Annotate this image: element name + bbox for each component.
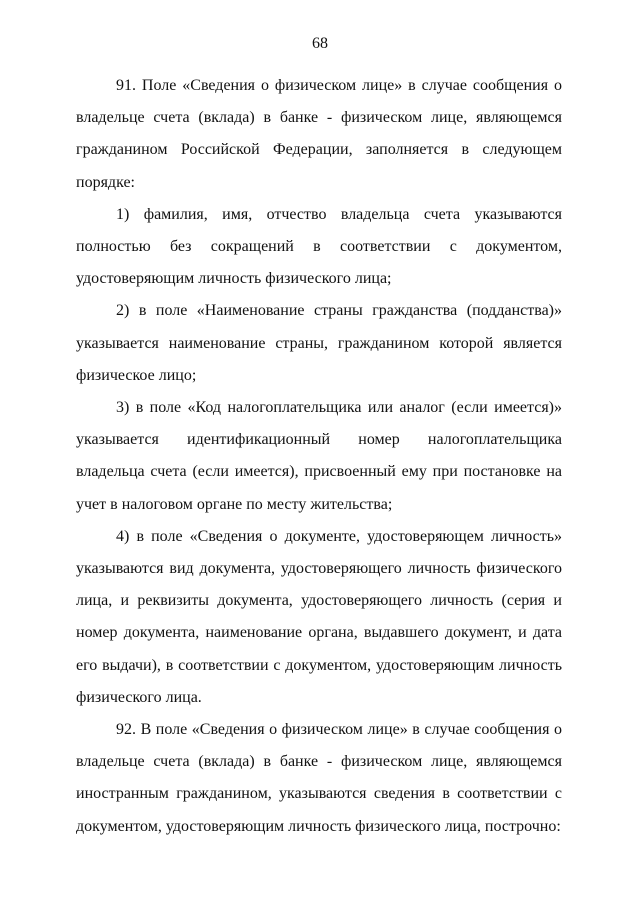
paragraph-item-2: 2) в поле «Наименование страны гражданства (подданства)» указывается наименование страны, гражданином которой является физическое лицо; bbox=[76, 302, 562, 384]
page-number: 68 bbox=[312, 35, 328, 52]
paragraph-92: 92. В поле «Сведения о физическом лице» в случае сообщения о владельце счета (вклада) в банке - физическом лице, являющемся иностранным гражданином, указываются сведения в соответствии с документом, удостоверяющим личность физического лица, построчно: bbox=[76, 721, 562, 835]
paragraph-91: 91. Поле «Сведения о физическом лице» в случае сообщения о владельце счета (вклада) в банке - физическом лице, являющемся гражданином Российской Федерации, заполняется в следующем порядке: bbox=[76, 77, 562, 191]
document-body bbox=[76, 70, 562, 843]
paragraph-item-4: 4) в поле «Сведения о документе, удостоверяющем личность» указываются вид документа, удостоверяющего личность физического лица, и реквизиты документа, удостоверяющего личность (серия и номер документа, наименование органа, выдавшего документ, и дата его выдачи), в соответствии с документом, удостоверяющим личность физического лица. bbox=[76, 527, 562, 706]
paragraph-item-3: 3) в поле «Код налогоплательщика или аналог (если имеется)» указывается идентификационный номер налогоплательщика владельца счета (если имеется), присвоенный ему при постановке на учет в налоговом органе по месту жительства; bbox=[76, 399, 562, 513]
paragraph-item-1: 1) фамилия, имя, отчество владельца счета указываются полностью без сокращений в соответствии с документом, удостоверяющим личность физического лица; bbox=[76, 205, 562, 288]
